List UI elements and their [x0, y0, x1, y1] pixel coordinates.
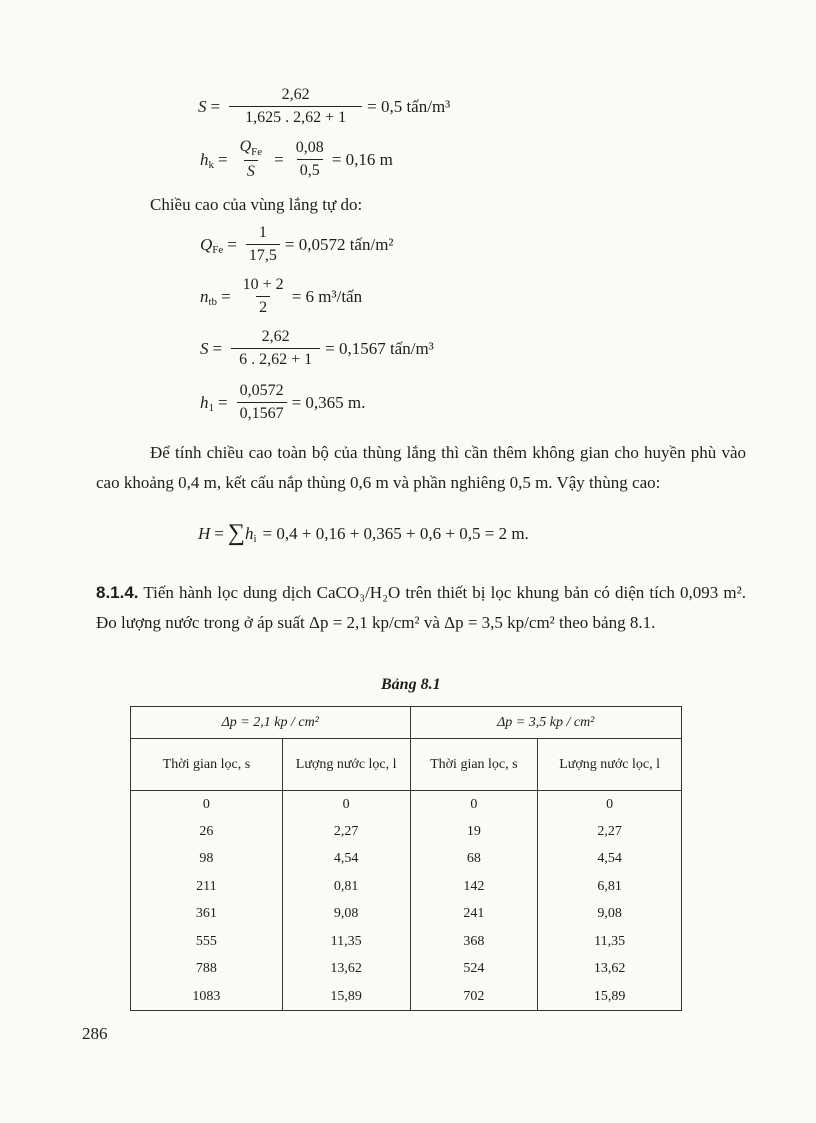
- table-cell: 361: [131, 901, 283, 929]
- table-row: [131, 928, 682, 956]
- table-cell: 15,89: [538, 983, 682, 1011]
- table-cell: 6,81: [538, 873, 682, 901]
- table-column-header: [131, 739, 682, 791]
- equation-height-1: h $_1$ = $\frac{0,0572}{0,1567}$ = 0,365 m.: [200, 382, 366, 422]
- table-cell: 0: [282, 791, 410, 819]
- table-row: [131, 791, 682, 819]
- equation-ntb: n $_{tb}$ = $\frac{10 + 2}{2}$ = 6 m³/tấn: [200, 276, 363, 316]
- table-cell: 1083: [131, 983, 283, 1011]
- table-cell: 0,81: [282, 873, 410, 901]
- table-cell: 702: [410, 983, 538, 1011]
- column-header: Lượng nước lọc, l: [282, 739, 410, 791]
- problem-number: 8.1.4.: [96, 583, 139, 602]
- table-cell: 9,08: [538, 901, 682, 929]
- table-row: [131, 818, 682, 846]
- group-header-2-1: Δp = 2,1 kp / cm²: [131, 707, 411, 739]
- equation-density-2: S = $\frac{2,62}{6 . 2,62 + 1}$ = 0,1567 tấn/m³: [200, 328, 434, 368]
- table-row: [131, 846, 682, 874]
- table-cell: 4,54: [538, 846, 682, 874]
- fraction: $\frac{1}{17,5}$: [246, 224, 280, 265]
- table-cell: 9,08: [282, 901, 410, 929]
- table-cell: 0: [131, 791, 283, 819]
- column-header: Thời gian lọc, s: [131, 739, 283, 791]
- table-cell: 11,35: [538, 928, 682, 956]
- fraction: $\frac{0,0572}{0,1567}$: [237, 382, 287, 423]
- table-cell: 368: [410, 928, 538, 956]
- table-cell: 2,27: [538, 818, 682, 846]
- table-cell: 2,27: [282, 818, 410, 846]
- table-cell: 241: [410, 901, 538, 929]
- table-group-header: [131, 707, 682, 739]
- table-cell: 211: [131, 873, 283, 901]
- table-cell: 11,35: [282, 928, 410, 956]
- problem-text: Tiến hành lọc dung dịch CaCO₃/H₂O trên thiết bị lọc khung bản có diện tích 0,093 m². Đo lượng nước trong ở áp suất Δp = 2,1 kp/cm² và Δp = 3,5 kp/cm² theo bảng 8.1.: [96, 583, 746, 632]
- table-cell: 524: [410, 956, 538, 984]
- equation-total-height: H = ∑ h $_i$ = 0,4 + 0,16 + 0,365 + 0,6 + 0,5 = 2 m.: [198, 520, 529, 546]
- table-row: [131, 873, 682, 901]
- data-table: [130, 706, 682, 1011]
- problem-8-1-4: [96, 578, 746, 638]
- column-header: Thời gian lọc, s: [410, 739, 538, 791]
- table-cell: 4,54: [282, 846, 410, 874]
- fraction: $\frac{Q_{Fe}}{S}$: [239, 138, 263, 181]
- section-heading-free-settling: Chiều cao của vùng lắng tự do:: [150, 195, 363, 214]
- table-cell: 19: [410, 818, 538, 846]
- page-number: 286: [82, 1024, 108, 1043]
- table-cell: 788: [131, 956, 283, 984]
- table-row: [131, 901, 682, 929]
- fraction: $\frac{0,08}{0,5}$: [295, 139, 324, 180]
- table-cell: 13,62: [282, 956, 410, 984]
- table-cell: 26: [131, 818, 283, 846]
- table-cell: 0: [410, 791, 538, 819]
- table-cell: 98: [131, 846, 283, 874]
- fraction: $\frac{10 + 2}{2}$: [242, 276, 284, 316]
- table-cell: 0: [538, 791, 682, 819]
- table-cell: 142: [410, 873, 538, 901]
- body-paragraph: Để tính chiều cao toàn bộ của thùng lắng thì cần thêm không gian cho huyền phù vào cao khoảng 0,4 m, kết cấu nắp thùng 0,6 m và phần nghiêng 0,5 m. Vậy thùng cao:: [96, 443, 746, 492]
- column-header: Lượng nước lọc, l: [538, 739, 682, 791]
- table-cell: 15,89: [282, 983, 410, 1011]
- equation-qfe: Q $_{Fe}$ = $\frac{1}{17,5}$ = 0,0572 tấn/m²: [200, 224, 394, 264]
- table-row: [131, 956, 682, 984]
- table-cell: 13,62: [538, 956, 682, 984]
- group-header-3-5: Δp = 3,5 kp / cm²: [410, 707, 682, 739]
- equation-density-1: S = $\frac{2,62}{1,625 . 2,62 + 1}$ = 0,5 tấn/m³: [198, 86, 451, 126]
- fraction: $\frac{2,62}{1,625 . 2,62 + 1}$: [229, 86, 362, 127]
- table-caption: Bảng 8.1: [381, 676, 441, 693]
- equation-height-k: h $_k$ = $\frac{Q_{Fe}}{S}$ = $\frac{0,08}{0,5}$ = 0,16 m: [200, 138, 393, 181]
- table-cell: 555: [131, 928, 283, 956]
- table-row: [131, 983, 682, 1011]
- fraction: $\frac{2,62}{6 . 2,62 + 1}$: [231, 328, 320, 369]
- table-cell: 68: [410, 846, 538, 874]
